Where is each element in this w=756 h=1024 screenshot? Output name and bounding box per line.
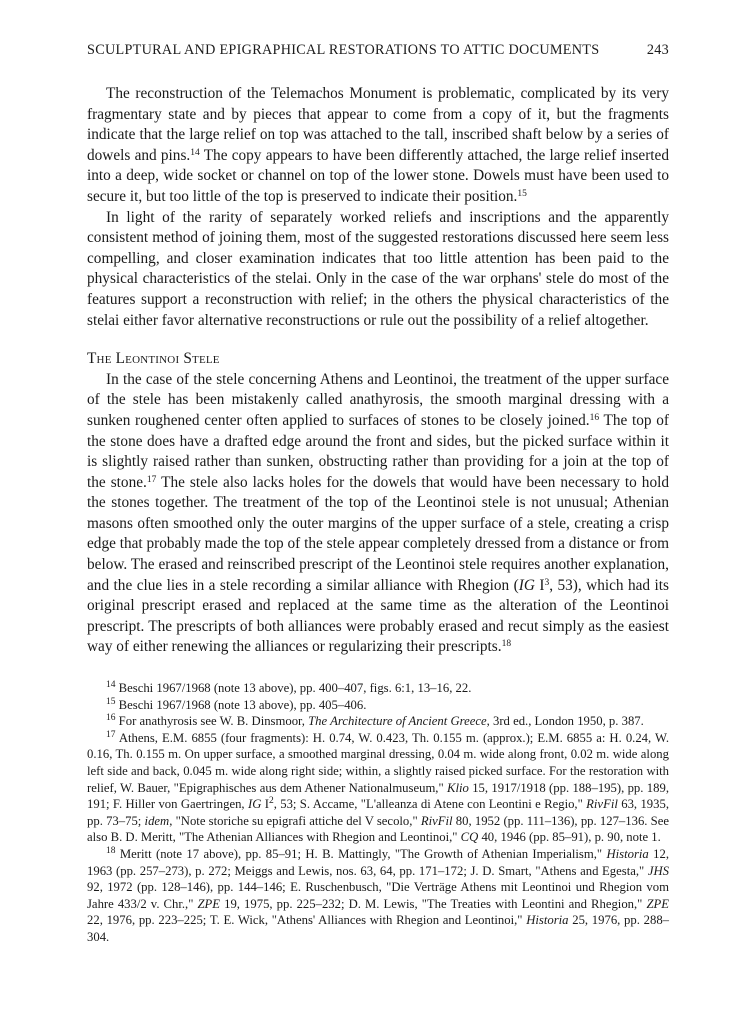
footnote-ref: 15 (517, 188, 527, 199)
paragraph: In the case of the stele concerning Athens and Leontinoi, the treatment of the upper surface of the stele has been mistakenly called anathyrosis, the smooth marginal dressing with a sunken roughened center often applied to surfaces of stones to be closely joined.$^{16}$ The top of the stone does have a drafted edge around the front and sides, but the picked surface within it is slightly raised rather than sunken, obstructing rather than providing for a join at the top of the stone.$^{17}$ The stele also lacks holes for the dowels that would have been necessary to hold the stones together. The treatment of the top of the Leontinoi stele is not unusual; Athenian masons often smoothed only the outer margins of the upper surface of a stele, creating a crisp edge that probably made the top of the stele appear completely dressed from a distance or from below. The erased and reinscribed prescript of the Leontinoi stele requires another explanation, and the clue lies in a stele recording a similar alliance with Rhegion (IG $I^3$, 53), which had its original prescript erased and replaced at the same time as the alteration of the Leontinoi prescript. The prescripts of both alliances were probably erased and recut simply as the easiest way of either renewing the alliances or regularizing their prescripts.$^{18}$ (87, 370, 669, 656)
footnote-16: $^{16}$ For anathyrosis see W. B. Dinsmoor, The Architecture of Ancient Greece, 3rd ed., London 1950, p. 387. (106, 713, 644, 729)
footnote-ref: 16 (589, 412, 600, 423)
body-text (87, 370, 669, 658)
page (87, 42, 669, 946)
footnote-18: $^{18}$ Meritt (note 17 above), pp. 85–91; H. B. Mattingly, "The Growth of Athenian Imperialism," Historia 12, 1963 (pp. 257–273), p. 272; Meiggs and Lewis, nos. 63, 64, pp. 171–172; J. D. Smart, "Athens and Egesta," JHS 92, 1972 (pp. 128–146), pp. 144–146; E. Ruschenbusch, "Die Verträge Athens mit Leontinoi und Rhegion vom Jahre 433/2 v. Chr.," ZPE 19, 1975, pp. 225–232; D. M. Lewis, "The Treaties with Leontini and Rhegion," ZPE 22, 1976, pp. 223–225; T. E. Wick, "Athens' Alliances with Rhegion and Leontinoi," Historia 25, 1976, pp. 288–304. (87, 845, 670, 944)
footnote-14: $^{14}$ Beschi 1967/1968 (note 13 above), pp. 400–407, figs. 6:1, 13–16, 22. (106, 680, 472, 696)
footnote-17: $^{17}$ Athens, E.M. 6855 (four fragments): H. 0.74, W. 0.423, Th. 0.155 m. (approx.); E.M. 6855 a: H. 0.24, W. 0.16, Th. 0.155 m. On upper surface, a smoothed marginal dressing, 0.04 m. wide along front, 0.02 m. wide along left side and back, 0.045 m. wide along right side; within, a slightly raised picked surface. For the restoration with relief, W. Bauer, "Epigraphisches aus dem Athener Nationalmuseum," Klio 15, 1917/1918 (pp. 188–195), pp. 189, 191; F. Hiller von Gaertringen, IG $I^2$, 53; S. Accame, "L'alleanza di Atene con Leontini e Regio," RivFil 63, 1935, pp. 73–75; idem, "Note storiche su epigrafi attiche del V secolo," RivFil 80, 1952 (pp. 111–136), pp. 127–136. See also B. D. Meritt, "The Athenian Alliances with Rhegion and Leontinoi," CQ 40, 1946 (pp. 85–91), p. 90, note 1. (87, 729, 670, 845)
footnote-15: $^{15}$ Beschi 1967/1968 (note 13 above), pp. 405–406. (106, 696, 367, 712)
running-title: SCULPTURAL AND EPIGRAPHICAL RESTORATIONS TO ATTIC DOCUMENTS (87, 42, 600, 58)
page-number: 243 (646, 42, 669, 58)
footnotes (87, 680, 669, 946)
section-heading: The Leontinoi Stele (87, 350, 220, 368)
paragraph: The reconstruction of the Telemachos Monument is problematic, complicated by its very fragmentary state and by pieces that appear to come from a copy of it, but the fragments indicate that the large relief on top was attached to the tall, inscribed shaft below by a series of dowels and pins.$^{14}$ The copy appears to have been differently attached, the large relief inserted into a deep, wide socket or channel on top of the lower stone. Dowels must have been used to secure it, but too little of the top is preserved to indicate their position.$^{15}$ (87, 85, 669, 205)
footnote-ref: 17 (146, 474, 157, 485)
body-text (87, 84, 669, 331)
running-header (87, 42, 669, 64)
paragraph: In light of the rarity of separately worked reliefs and inscriptions and the apparently consistent method of joining them, most of the suggested restorations discussed here seem less compelling, and closer examination indicates that too little attention has been paid to the physical characteristics of the stelai. Only in the case of the war orphans' stele do most of the features support a reconstruction with relief; in the others the physical characteristics of the stelai either favor alternative reconstructions or rule out the possibility of a relief altogether. (87, 208, 669, 329)
footnote-ref: 18 (501, 639, 512, 650)
footnote-ref: 14 (190, 147, 200, 158)
